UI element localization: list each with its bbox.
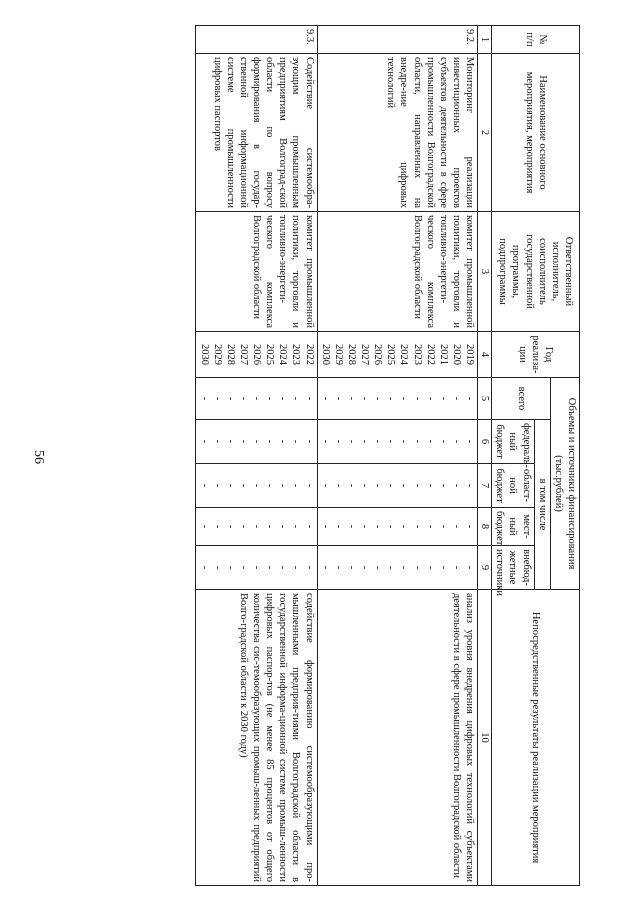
header-funding: Объемы и источники финансирования (тыс.рублей) [550, 378, 579, 590]
federal-values [317, 420, 478, 464]
empty-value-dash: - [372, 439, 384, 444]
empty-value-dash: - [411, 439, 423, 444]
empty-value-dash: - [372, 483, 384, 488]
header-regional: област-ной бюджет [492, 464, 534, 508]
empty-value-dash: - [385, 396, 397, 401]
empty-value-dash: - [464, 483, 476, 488]
regional-values [317, 464, 478, 508]
empty-value-dash: - [264, 439, 276, 444]
empty-value-dash: - [303, 565, 315, 570]
header-total: всего [492, 378, 551, 420]
empty-value-dash: - [264, 396, 276, 401]
empty-value-dash: - [332, 439, 344, 444]
empty-value-dash: - [224, 524, 236, 529]
header-num: № п/п [492, 26, 580, 54]
empty-value-dash: - [424, 565, 436, 570]
empty-value-dash: - [303, 439, 315, 444]
empty-value-dash: - [411, 565, 423, 570]
empty-value-dash: - [303, 483, 315, 488]
empty-value-dash: - [303, 524, 315, 529]
empty-value-dash: - [211, 524, 223, 529]
empty-value-dash: - [238, 396, 249, 401]
header-responsible: Ответственный исполнитель, соисполнитель государственной программы, подпрограммы [492, 212, 580, 332]
measure-name: Содействие системообра-зующим промышленным предприятиям Волгоград-ской области по вопросу формирования в государ-ственной информационной системе промышленности цифровых паспортов [196, 54, 317, 212]
empty-value-dash: - [290, 565, 302, 570]
empty-value-dash: - [319, 483, 331, 488]
year-value: 2025 [264, 344, 276, 365]
page-number: 56 [31, 450, 46, 464]
year-value: 2021 [437, 344, 449, 365]
year-value: 2026 [251, 344, 263, 365]
empty-value-dash: - [451, 524, 462, 529]
empty-value-dash: - [359, 565, 371, 570]
federal-values [196, 420, 317, 464]
year-value: 2023 [411, 344, 423, 365]
year-value: 2028 [346, 344, 357, 365]
empty-value-dash: - [437, 483, 449, 488]
empty-value-dash: - [332, 483, 344, 488]
empty-value-dash: - [398, 524, 410, 529]
empty-value-dash: - [424, 439, 436, 444]
regional-values [196, 464, 317, 508]
empty-value-dash: - [198, 565, 210, 570]
empty-value-dash: - [211, 483, 223, 488]
empty-value-dash: - [346, 439, 357, 444]
year-value: 2029 [332, 344, 344, 365]
empty-value-dash: - [198, 524, 210, 529]
empty-value-dash: - [251, 396, 263, 401]
empty-value-dash: - [224, 483, 236, 488]
header-federal: федераль-ный бюджет [492, 420, 534, 464]
empty-value-dash: - [251, 483, 263, 488]
empty-value-dash: - [277, 396, 289, 401]
year-value: 2023 [290, 344, 302, 365]
empty-value-dash: - [398, 396, 410, 401]
empty-value-dash: - [290, 483, 302, 488]
empty-value-dash: - [424, 524, 436, 529]
row-number: 9.3. [196, 26, 317, 54]
empty-value-dash: - [238, 483, 249, 488]
empty-value-dash: - [451, 483, 462, 488]
year-value: 2022 [424, 344, 436, 365]
result-text: содействие формированию системообразующими про-мышленными предприя-тиями Волгоградской области в государственной информа-ционной системе промыш-ленности цифровых паспор-тов (не менее 85 процентов от общего количества сис-темообразующих промыш-ленных предприятий Волго-градской области к 2030 году) [196, 590, 317, 886]
empty-value-dash: - [398, 565, 410, 570]
year-value: 2022 [303, 344, 315, 365]
empty-value-dash: - [319, 565, 331, 570]
year-value: 2030 [198, 344, 210, 365]
year-value: 2028 [224, 344, 236, 365]
local-values [196, 508, 317, 546]
empty-value-dash: - [277, 565, 289, 570]
empty-value-dash: - [211, 565, 223, 570]
empty-value-dash: - [198, 439, 210, 444]
empty-value-dash: - [264, 524, 276, 529]
year-value: 2029 [211, 344, 223, 365]
empty-value-dash: - [264, 483, 276, 488]
year-value: 2024 [277, 344, 289, 365]
empty-value-dash: - [238, 524, 249, 529]
empty-value-dash: - [346, 396, 357, 401]
column-number: 2 [478, 54, 492, 212]
year-list [317, 332, 478, 378]
result-text: анализ уровня внедрения цифровых технологий субъектами деятельности в сфере промышленности Волгоградской области [317, 590, 478, 886]
year-list [196, 332, 317, 378]
empty-value-dash: - [211, 439, 223, 444]
empty-value-dash: - [411, 396, 423, 401]
empty-value-dash: - [264, 565, 276, 570]
year-value: 2019 [464, 344, 476, 365]
empty-value-dash: - [290, 524, 302, 529]
column-number: 5 [478, 378, 492, 420]
empty-value-dash: - [411, 483, 423, 488]
empty-value-dash: - [385, 439, 397, 444]
empty-value-dash: - [451, 565, 462, 570]
empty-value-dash: - [437, 439, 449, 444]
empty-value-dash: - [251, 439, 263, 444]
empty-value-dash: - [346, 565, 357, 570]
empty-value-dash: - [238, 565, 249, 570]
empty-value-dash: - [437, 565, 449, 570]
column-number: 6 [478, 420, 492, 464]
column-number: 8 [478, 508, 492, 546]
empty-value-dash: - [411, 524, 423, 529]
empty-value-dash: - [359, 439, 371, 444]
extrabudget-values [317, 546, 478, 590]
column-number: 3 [478, 212, 492, 332]
empty-value-dash: - [398, 439, 410, 444]
empty-value-dash: - [372, 524, 384, 529]
empty-value-dash: - [198, 396, 210, 401]
header-results: Непосредственные результаты реализации мероприятия [492, 590, 580, 886]
year-value: 2027 [359, 344, 371, 365]
empty-value-dash: - [464, 565, 476, 570]
total-values [317, 378, 478, 420]
empty-value-dash: - [464, 396, 476, 401]
empty-value-dash: - [385, 565, 397, 570]
empty-value-dash: - [319, 396, 331, 401]
measure-name: Мониторинг реализации инвестиционных проектов субъектов деятельности в сфере промышленности Волгоградской области, направленных на внедре-ние цифровых технологий [317, 54, 478, 212]
empty-value-dash: - [451, 439, 462, 444]
empty-value-dash: - [346, 524, 357, 529]
column-number: 1 [478, 26, 492, 54]
empty-value-dash: - [385, 524, 397, 529]
empty-value-dash: - [464, 439, 476, 444]
empty-value-dash: - [424, 483, 436, 488]
empty-value-dash: - [211, 396, 223, 401]
measures-table [196, 25, 581, 886]
empty-value-dash: - [224, 396, 236, 401]
empty-value-dash: - [464, 524, 476, 529]
row-number: 9.2. [317, 26, 478, 54]
total-values [196, 378, 317, 420]
header-local: мест-ный бюджет [492, 508, 534, 546]
empty-value-dash: - [332, 524, 344, 529]
empty-value-dash: - [224, 439, 236, 444]
year-value: 2020 [451, 344, 462, 365]
extrabudget-values [196, 546, 317, 590]
empty-value-dash: - [437, 396, 449, 401]
empty-value-dash: - [372, 396, 384, 401]
empty-value-dash: - [332, 565, 344, 570]
year-value: 2030 [319, 344, 331, 365]
empty-value-dash: - [290, 396, 302, 401]
empty-value-dash: - [224, 565, 236, 570]
empty-value-dash: - [277, 483, 289, 488]
empty-value-dash: - [346, 483, 357, 488]
empty-value-dash: - [359, 396, 371, 401]
header-year: Год реализа-ции [492, 332, 580, 378]
year-value: 2024 [398, 344, 410, 365]
empty-value-dash: - [372, 565, 384, 570]
empty-value-dash: - [319, 524, 331, 529]
empty-value-dash: - [277, 524, 289, 529]
year-value: 2027 [238, 344, 249, 365]
header-name: Наименование основного мероприятия, мероприятия [492, 54, 580, 212]
empty-value-dash: - [290, 439, 302, 444]
column-number: 4 [478, 332, 492, 378]
empty-value-dash: - [238, 439, 249, 444]
table-row [317, 26, 478, 886]
table-row [196, 26, 317, 886]
responsible-executor: комитет промышленной политики, торговли и топливно-энергети-ческого комплекса Волгоградской области [317, 212, 478, 332]
empty-value-dash: - [451, 396, 462, 401]
empty-value-dash: - [359, 524, 371, 529]
empty-value-dash: - [303, 396, 315, 401]
local-values [317, 508, 478, 546]
empty-value-dash: - [198, 483, 210, 488]
empty-value-dash: - [398, 483, 410, 488]
column-number: 10 [478, 590, 492, 886]
year-value: 2025 [385, 344, 397, 365]
column-number-row [478, 26, 492, 886]
rotated-table-container [170, 25, 580, 885]
column-number: 9 [478, 546, 492, 590]
year-value: 2026 [372, 344, 384, 365]
header-extrabudget: внебюд-жетные источники [492, 546, 534, 590]
empty-value-dash: - [359, 483, 371, 488]
empty-value-dash: - [437, 524, 449, 529]
empty-value-dash: - [332, 396, 344, 401]
empty-value-dash: - [251, 524, 263, 529]
empty-value-dash: - [424, 396, 436, 401]
empty-value-dash: - [319, 439, 331, 444]
column-number: 7 [478, 464, 492, 508]
empty-value-dash: - [251, 565, 263, 570]
empty-value-dash: - [277, 439, 289, 444]
header-including: в том числе [534, 420, 550, 590]
responsible-executor: комитет промышленной политики, торговли и топливно-энергети-ческого комплекса Волгоградской области [196, 212, 317, 332]
empty-value-dash: - [385, 483, 397, 488]
